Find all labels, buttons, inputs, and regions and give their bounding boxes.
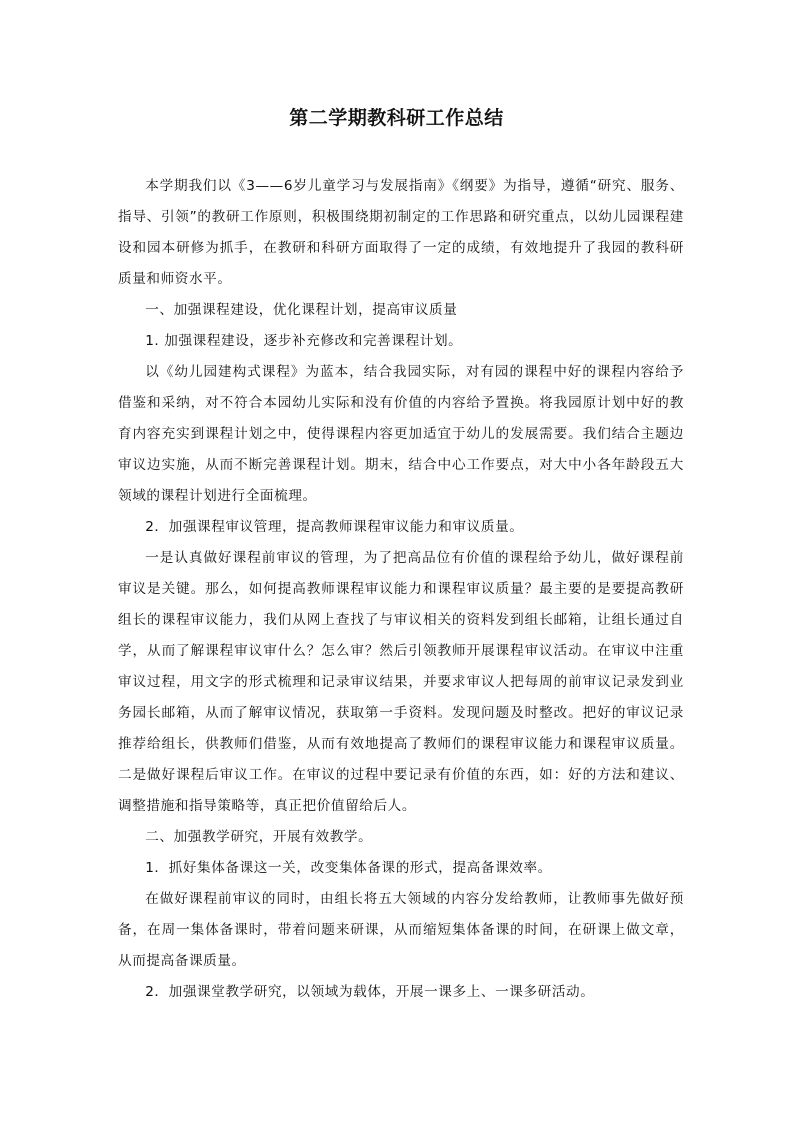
paragraph-collective-lesson-prep: 在做好课程前审议的同时，由组长将五大领域的内容分发给教师，让教师事先做好预备，在周一集体备课时，带着问题来研课，从而缩短集体备课的时间，在研课上做文章，从而提高备课质量。 <box>118 891 684 969</box>
subsection-heading-2-1: 1．抓好集体备课这一关，改变集体备课的形式，提高备课效率。 <box>145 860 552 876</box>
document-title: 第二学期教科研工作总结 <box>289 107 504 129</box>
subsection-heading-1-1: 1. 加强课程建设，逐步补充修改和完善课程计划。 <box>145 333 463 349</box>
section-heading-2: 二、加强教学研究，开展有效教学。 <box>145 829 373 845</box>
subsection-heading-2-2: 2．加强课堂教学研究，以领域为载体，开展一课多上、一课多研活动。 <box>145 984 595 1000</box>
section-heading-1: 一、加强课程建设，优化课程计划，提高审议质量 <box>145 302 458 318</box>
paragraph-curriculum-plan: 以《幼儿园建构式课程》为蓝本，结合我园实际，对有园的课程中好的课程内容给予借鉴和采纳，对不符合本园幼儿实际和没有价值的内容给予置换。将我园原计划中好的教育内容充实到课程计划之中，使得课程内容更加适宜于幼儿的发展需要。我们结合主题边审议边实施，从而不断完善课程计划。期末，结合中心工作要点，对大中小各年龄段五大领域的课程计划进行全面梳理。 <box>118 364 684 504</box>
paragraph-curriculum-review: 一是认真做好课程前审议的管理，为了把高品位有价值的课程给予幼儿，做好课程前审议是关键。那么，如何提高教师课程审议能力和课程审议质量？最主要的是要提高教研组长的课程审议能力，我们从网上查找了与审议相关的资料发到组长邮箱，让组长通过自学，从而了解课程审议审什么？怎么审？然后引领教师开展课程审议活动。在审议中注重审议过程，用文字的形式梳理和记录审议结果，并要求审议人把每周的前审议记录发到业务园长邮箱，从而了解审议情况，获取第一手资料。发现问题及时整改。把好的审议记录推荐给组长，供教师们借鉴，从而有效地提高了教师们的课程审议能力和课程审议质量。二是做好课程后审议工作。在审议的过程中要记录有价值的东西，如：好的方法和建议、调整措施和指导策略等，真正把价值留给后人。 <box>118 550 684 814</box>
document-body <box>118 171 684 1008</box>
subsection-heading-1-2: 2．加强课程审议管理，提高教师课程审议能力和审议质量。 <box>145 519 524 535</box>
intro-paragraph: 本学期我们以《3——6岁儿童学习与发展指南》《纲要》为指导，遵循“研究、服务、指导、引领”的教研工作原则，积极围绕期初制定的工作思路和研究重点，以幼儿园课程建设和园本研修为抓手，在教研和科研方面取得了一定的成绩，有效地提升了我园的教科研质量和师资水平。 <box>118 178 684 287</box>
